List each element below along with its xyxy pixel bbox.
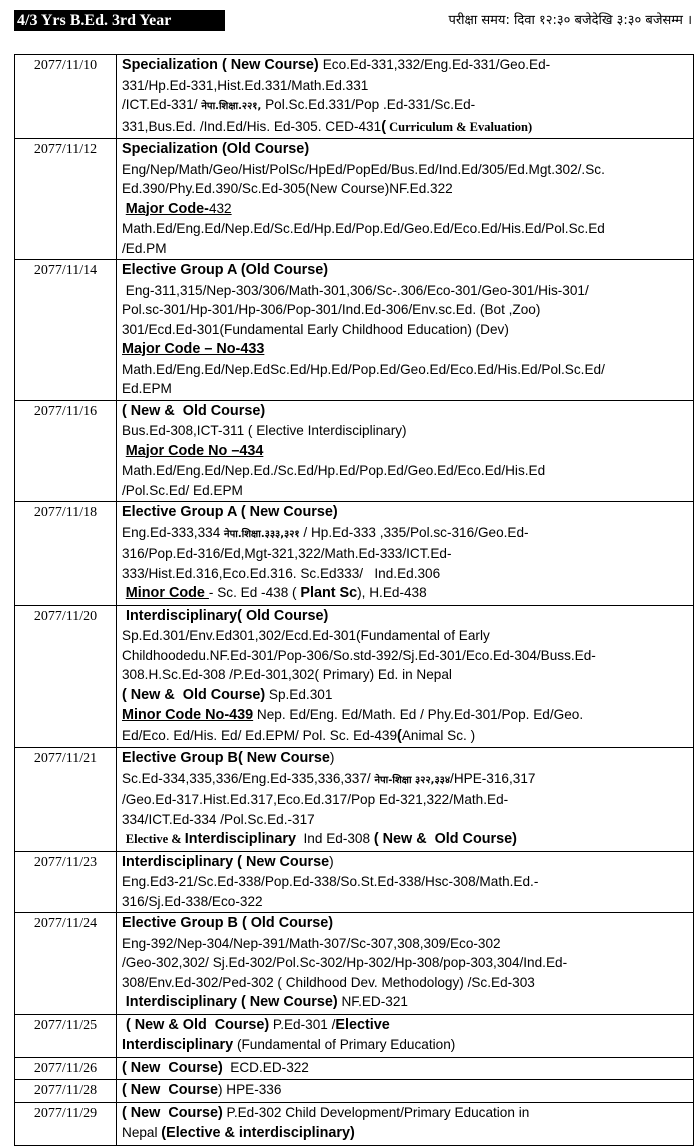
subject-details (117, 913, 694, 1015)
text-segment: ( New & Old Course) (122, 1016, 270, 1033)
text-segment: नेपा.शिक्षा.२२१, (201, 101, 262, 112)
text-segment: ( New Course) (122, 1059, 223, 1076)
text-segment: 308/Env.Ed-302/Ped-302 ( Childhood Dev. Methodology) /Sc.Ed-303 (122, 974, 535, 990)
text-segment: 331/Hp.Ed-331,Hist.Ed.331/Math.Ed.331 (122, 77, 369, 93)
subject-line (122, 239, 687, 259)
text-segment: ( New & Old Course) (373, 831, 517, 847)
text-segment: P.Ed-301 / (269, 1016, 336, 1032)
text-segment: Elective Group B ( Old Course) (122, 915, 334, 931)
text-segment: Interdisciplinary ( New Course) (125, 994, 338, 1010)
text-segment: NF.ED-321 (337, 994, 408, 1009)
subject-line (122, 300, 687, 320)
subject-line (122, 665, 687, 685)
subject-line (122, 502, 687, 523)
text-segment: ( New & Old Course) (122, 402, 266, 419)
table-row (15, 400, 694, 502)
subject-line (122, 934, 687, 954)
subject-details (117, 139, 694, 260)
text-segment: Nep. Ed/Eng. Ed/Math. Ed / Phy.Ed-301/Pop. Ed/Geo. (253, 707, 584, 722)
text-segment: Pol.sc-301/Hp-301/Hp-306/Pop-301/Ind.Ed-306/Env.sc.Ed. (Bot ,Zoo) (122, 302, 541, 317)
text-segment: ( New & Old Course) (122, 686, 266, 703)
text-segment: ) (329, 750, 335, 765)
text-segment: Elective Group B( New Course (122, 750, 330, 766)
table-row (15, 605, 694, 748)
text-segment: /Geo.Ed-317.Hist.Ed.317,Eco.Ed.317/Pop Ed-321,322/Math.Ed- (122, 792, 509, 807)
text-segment: ) (329, 853, 334, 869)
subject-line (122, 481, 687, 501)
subject-line (122, 281, 687, 301)
subject-line (122, 1080, 687, 1101)
text-segment: Elective & (125, 832, 185, 846)
table-row (15, 1080, 694, 1103)
text-segment: P.Ed-302 Child Development/Primary Education in (222, 1104, 530, 1120)
text-segment: Curriculum & Evaluation) (385, 119, 533, 134)
subject-details (117, 605, 694, 748)
text-segment: Math.Ed/Eng.Ed/Nep.Ed./Sc.Ed/Hp.Ed/Pop.Ed/Geo.Ed/Eco.Ed/His.Ed (122, 463, 546, 478)
subject-details (117, 502, 694, 606)
text-segment: (Fundamental of Primary Education) (233, 1037, 456, 1052)
subject-line (122, 401, 687, 422)
subject-line (122, 1035, 687, 1056)
code-label: 432 (208, 200, 232, 216)
table-row (15, 55, 694, 139)
subject-line (122, 461, 687, 481)
subject-line (122, 76, 687, 96)
table-row (15, 913, 694, 1015)
subject-line (122, 1058, 687, 1079)
text-segment: 334/ICT.Ed-334 /Pol.Sc.Ed.-317 (122, 811, 315, 827)
exam-date: 2077/11/10 (15, 55, 117, 139)
subject-line (122, 1103, 687, 1124)
exam-date: 2077/11/18 (15, 502, 117, 606)
text-segment: Pol.Sc.Ed.331/Pop .Ed-331/Sc.Ed- (261, 97, 476, 112)
code-label: Major Code No –434 (125, 442, 264, 459)
exam-schedule-table (14, 54, 694, 1146)
text-segment: ( New Course) (122, 1104, 223, 1121)
subject-line (122, 564, 687, 584)
text-segment: Interdisciplinary (122, 1037, 234, 1053)
subject-line (122, 726, 687, 747)
text-segment: /Geo-302,302/ Sj.Ed-302/Pol.Sc-302/Hp-302/Hp-308/pop-303,304/Ind.Ed- (122, 955, 568, 970)
table-row (15, 851, 694, 913)
subject-line (122, 160, 687, 180)
subject-line (122, 583, 687, 604)
subject-line (122, 320, 687, 340)
table-row (15, 748, 694, 852)
text-segment: Interdisciplinary( Old Course) (122, 607, 329, 624)
subject-line (122, 769, 687, 791)
text-segment: Math.Ed/Eng.Ed/Nep.Ed/Sc.Ed/Hp.Ed/Pop.Ed/Geo.Ed/Eco.Ed/His.Ed/Pol.Sc.Ed (122, 221, 605, 236)
text-segment: Eng-392/Nep-304/Nep-391/Math-307/Sc-307,308,309/Eco-302 (122, 935, 501, 951)
subject-line (122, 685, 687, 706)
text-segment: Eng.Ed3-21/Sc.Ed-338/Pop.Ed-338/So.St.Ed-338/Hsc-308/Math.Ed.- (122, 874, 539, 889)
exam-date: 2077/11/14 (15, 260, 117, 401)
subject-line (122, 1015, 687, 1036)
subject-line (122, 992, 687, 1013)
subject-line (122, 852, 687, 873)
code-label: Minor Code (125, 585, 209, 601)
exam-date: 2077/11/26 (15, 1057, 117, 1080)
text-segment: ECD.ED-322 (222, 1059, 309, 1075)
subject-line (122, 892, 687, 912)
subject-line (122, 829, 687, 850)
subject-details (117, 1102, 694, 1145)
subject-line (122, 95, 687, 117)
text-segment: Ed.EPM (122, 381, 172, 396)
text-segment: Sc.Ed-334,335,336/Eng.Ed-335,336,337/ (122, 770, 375, 786)
text-segment: Math.Ed/Eng.Ed/Nep.EdSc.Ed/Hp.Ed/Pop.Ed/Geo.Ed/Eco.Ed/His.Ed/Pol.Sc.Ed/ (122, 361, 605, 377)
text-segment: Elective Group A (Old Course) (122, 262, 329, 278)
subject-details (117, 1014, 694, 1057)
page-title: 4/3 Yrs B.Ed. 3rd Year (14, 10, 225, 31)
text-segment: Elective Group A ( New Course) (122, 504, 338, 520)
table-row (15, 1057, 694, 1080)
header (0, 0, 700, 50)
subject-line (122, 379, 687, 399)
exam-date: 2077/11/23 (15, 851, 117, 913)
subject-line (122, 523, 687, 545)
subject-line (122, 810, 687, 830)
subject-line (122, 421, 687, 441)
text-segment: /Pol.Sc.Ed/ Ed.EPM (122, 482, 243, 498)
text-segment: Interdisciplinary (184, 831, 296, 847)
table-row (15, 1102, 694, 1145)
subject-line (122, 441, 687, 462)
exam-time-note: परीक्षा समय: दिवा १२:३० बजेदेखि ३:३० बजेसम्म । (448, 13, 692, 28)
subject-line (122, 360, 687, 380)
text-segment: 331,Bus.Ed. /Ind.Ed/His. Ed-305. CED-431 (122, 118, 382, 134)
table-row (15, 502, 694, 606)
text-segment: 316/Pop.Ed-316/Ed,Mgt-321,322/Math.Ed-333/ICT.Ed- (122, 546, 452, 561)
text-segment: नेपा.शिक्षा.३३३,३२१ (224, 528, 300, 540)
text-segment: Nepal (122, 1125, 162, 1140)
text-segment: Sp.Ed.301 (265, 686, 333, 702)
code-label: Major Code – No-433 (122, 341, 265, 357)
text-segment: - Sc. Ed -438 ( (208, 585, 301, 600)
exam-schedule-body (15, 55, 694, 1146)
text-segment: Animal Sc. ) (401, 727, 476, 743)
subject-details (117, 1057, 694, 1080)
table-row (15, 260, 694, 401)
text-segment: ( (381, 118, 386, 135)
text-segment: Ed/Eco. Ed/His. Ed/ Ed.EPM/ Pol. Sc. Ed-439 (122, 727, 398, 743)
subject-line (122, 260, 687, 281)
subject-line (122, 339, 687, 360)
text-segment: Specialization (Old Course) (122, 141, 310, 157)
subject-line (122, 1123, 687, 1144)
text-segment: Specialization ( New Course) (122, 57, 323, 73)
text-segment: Childhoodedu.NF.Ed-301/Pop-306/So.std-392/Sj.Ed-301/Eco.Ed-304/Buss.Ed- (122, 647, 596, 663)
text-segment: Sp.Ed.301/Env.Ed301,302/Ecd.Ed-301(Fundamental of Early (122, 628, 490, 643)
text-segment: 333/Hist.Ed.316,Eco.Ed.316. Sc.Ed333/ Ind.Ed.306 (122, 565, 441, 581)
text-segment: Bus.Ed-308,ICT-311 ( Elective Interdisciplinary) (122, 423, 407, 438)
subject-line (122, 973, 687, 993)
subject-details (117, 1080, 694, 1103)
text-segment: / Hp.Ed-333 ,335/Pol.sc-316/Geo.Ed- (299, 524, 529, 540)
exam-date: 2077/11/21 (15, 748, 117, 852)
text-segment: Eng-311,315/Nep-303/306/Math-301,306/Sc-.306/Eco-301/Geo-301/His-301/ (122, 282, 589, 298)
text-segment: Ed.390/Phy.Ed.390/Sc.Ed-305(New Course)NF.Ed.322 (122, 181, 453, 196)
subject-line (122, 626, 687, 646)
text-segment: /HPE-316,317 (450, 770, 536, 786)
text-segment: Eng/Nep/Math/Geo/Hist/PolSc/HpEd/PopEd/Bus.Ed/Ind.Ed/305/Ed.Mgt.302/.Sc. (122, 161, 605, 177)
exam-date: 2077/11/16 (15, 400, 117, 502)
text-segment: /Ed.PM (122, 240, 167, 256)
subject-details (117, 851, 694, 913)
text-segment: Eco.Ed-331,332/Eng.Ed-331/Geo.Ed- (322, 57, 551, 72)
code-label: Minor Code No-439 (122, 707, 254, 723)
subject-line (122, 790, 687, 810)
text-segment: ( (397, 727, 402, 744)
text-segment: 301/Ecd.Ed-301(Fundamental Early Childhood Education) (Dev) (122, 321, 509, 337)
text-segment: Interdisciplinary ( New Course (122, 853, 330, 870)
subject-line (122, 179, 687, 199)
subject-line (122, 913, 687, 934)
table-row (15, 139, 694, 260)
subject-line (122, 872, 687, 892)
subject-line (122, 748, 687, 769)
subject-line (122, 199, 687, 220)
subject-line (122, 544, 687, 564)
text-segment: ), H.Ed-438 (357, 585, 427, 600)
text-segment: नेपा-शिक्षा ३२२,३३४ (374, 774, 451, 786)
text-segment: ( New Course (122, 1082, 218, 1098)
subject-line (122, 117, 687, 138)
text-segment: Elective (335, 1016, 390, 1033)
subject-line (122, 219, 687, 239)
exam-date: 2077/11/28 (15, 1080, 117, 1103)
text-segment: 308.H.Sc.Ed-308 /P.Ed-301,302( Primary) Ed. in Nepal (122, 667, 452, 682)
text-segment: Ind Ed-308 (295, 831, 374, 846)
text-segment: 316/Sj.Ed-338/Eco-322 (122, 893, 263, 909)
exam-date: 2077/11/29 (15, 1102, 117, 1145)
exam-date: 2077/11/20 (15, 605, 117, 748)
subject-details (117, 748, 694, 852)
subject-line (122, 139, 687, 160)
subject-details (117, 260, 694, 401)
subject-details (117, 400, 694, 502)
text-segment: (Elective & interdisciplinary) (161, 1125, 355, 1141)
subject-line (122, 646, 687, 666)
subject-line (122, 953, 687, 973)
text-segment: Plant Sc (300, 585, 358, 601)
text-segment: /ICT.Ed-331/ (122, 97, 202, 112)
subject-details (117, 55, 694, 139)
subject-line (122, 606, 687, 627)
subject-line (122, 55, 687, 76)
exam-date: 2077/11/12 (15, 139, 117, 260)
table-row (15, 1014, 694, 1057)
exam-date: 2077/11/25 (15, 1014, 117, 1057)
exam-date: 2077/11/24 (15, 913, 117, 1015)
code-label: Major Code- (125, 200, 209, 217)
subject-line (122, 705, 687, 726)
text-segment: Eng.Ed-333,334 (122, 524, 225, 540)
text-segment: ) HPE-336 (217, 1082, 282, 1097)
